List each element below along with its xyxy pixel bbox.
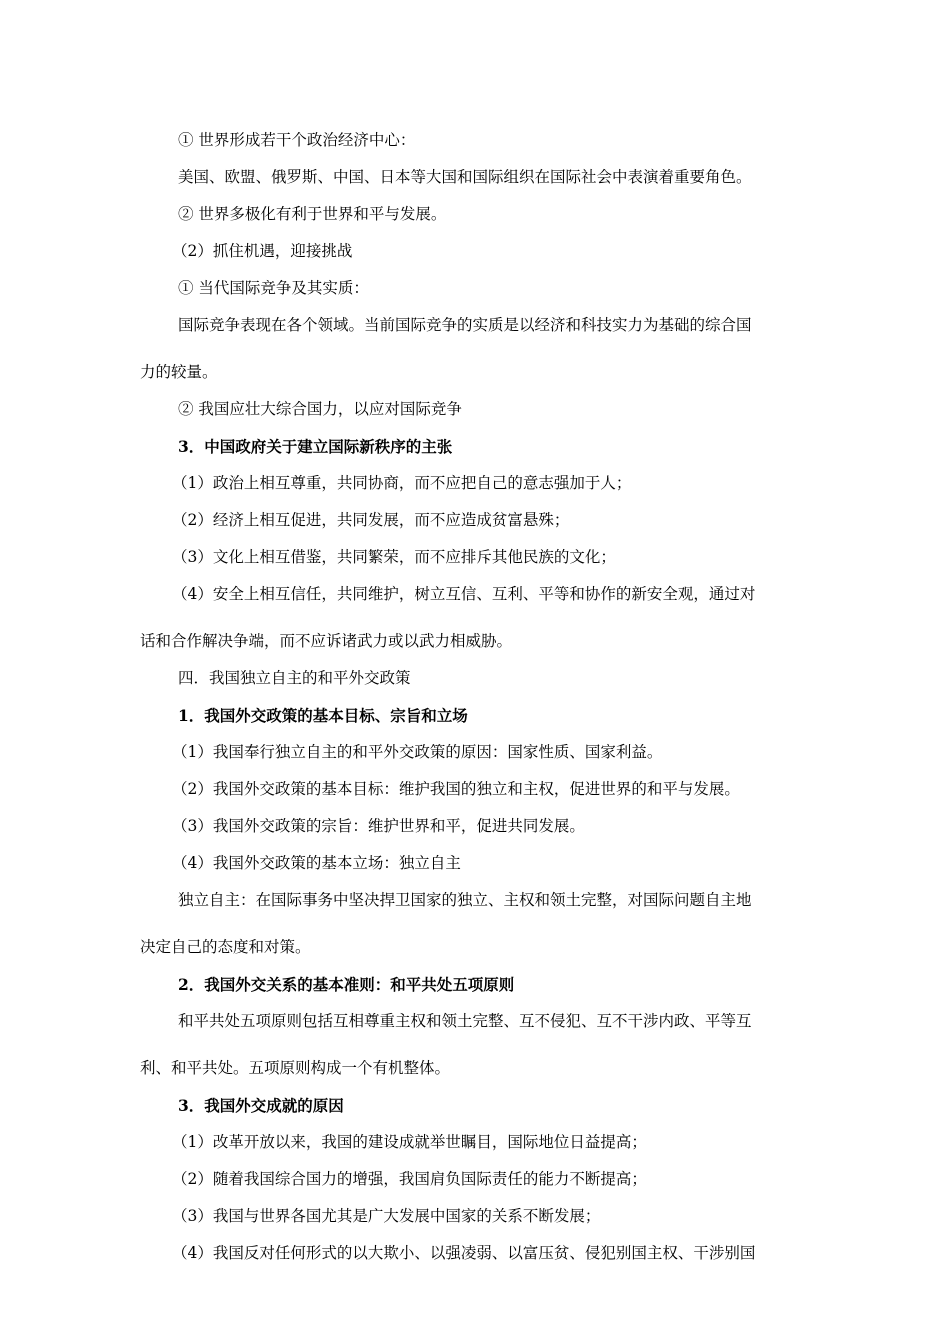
paragraph-line: 国际竞争表现在各个领域。当前国际竞争的实质是以经济和科技实力为基础的综合国 bbox=[178, 316, 752, 334]
paragraph-line: 和平共处五项原则包括互相尊重主权和领土完整、互不侵犯、互不干涉内政、平等互 bbox=[178, 1012, 752, 1030]
section-heading: 3．我国外交成就的原因 bbox=[178, 1096, 344, 1115]
subsection-heading: （2）抓住机遇，迎接挑战 bbox=[172, 242, 353, 260]
paragraph: 美国、欧盟、俄罗斯、中国、日本等大国和国际组织在国际社会中表演着重要角色。 bbox=[178, 168, 752, 186]
paragraph bbox=[140, 1003, 806, 1087]
list-item: （3）我国与世界各国尤其是广大发展中国家的关系不断发展； bbox=[172, 1207, 601, 1225]
list-item bbox=[140, 576, 806, 660]
list-item: （2）随着我国综合国力的增强，我国肩负国际责任的能力不断提高； bbox=[172, 1170, 647, 1188]
list-item: （3）我国外交政策的宗旨：维护世界和平，促进共同发展。 bbox=[172, 817, 585, 835]
paragraph-line: 独立自主：在国际事务中坚决捍卫国家的独立、主权和领土完整，对国际问题自主地 bbox=[178, 891, 752, 909]
paragraph: ① 当代国际竞争及其实质： bbox=[178, 279, 369, 297]
list-item: （1）我国奉行独立自主的和平外交政策的原因：国家性质、国家利益。 bbox=[172, 743, 663, 761]
list-item: （2）我国外交政策的基本目标：维护我国的独立和主权，促进世界的和平与发展。 bbox=[172, 780, 740, 798]
paragraph bbox=[140, 307, 806, 391]
section-heading: 3．中国政府关于建立国际新秩序的主张 bbox=[178, 437, 453, 456]
paragraph bbox=[140, 882, 806, 966]
paragraph-continuation: 力的较量。 bbox=[140, 363, 218, 381]
paragraph: ② 我国应壮大综合国力，以应对国际竞争 bbox=[178, 400, 462, 418]
paragraph: ① 世界形成若干个政治经济中心： bbox=[178, 131, 416, 149]
paragraph-continuation: 话和合作解决争端，而不应诉诸武力或以武力相威胁。 bbox=[140, 632, 513, 650]
paragraph: ② 世界多极化有利于世界和平与发展。 bbox=[178, 205, 447, 223]
section-heading: 2．我国外交关系的基本准则：和平共处五项原则 bbox=[178, 975, 515, 994]
list-item: （1）改革开放以来，我国的建设成就举世瞩目，国际地位日益提高； bbox=[172, 1133, 647, 1151]
list-item: （1）政治上相互尊重，共同协商，而不应把自己的意志强加于人； bbox=[172, 474, 632, 492]
paragraph-line: （4）安全上相互信任，共同维护，树立互信、互利、平等和协作的新安全观，通过对 bbox=[172, 585, 756, 603]
paragraph-continuation: 利、和平共处。五项原则构成一个有机整体。 bbox=[140, 1059, 451, 1077]
section-heading: 1．我国外交政策的基本目标、宗旨和立场 bbox=[178, 706, 468, 725]
paragraph-continuation: 决定自己的态度和对策。 bbox=[140, 938, 311, 956]
list-item: （4）我国外交政策的基本立场：独立自主 bbox=[172, 854, 461, 872]
list-item: （2）经济上相互促进，共同发展，而不应造成贫富悬殊； bbox=[172, 511, 570, 529]
list-item: （4）我国反对任何形式的以大欺小、以强凌弱、以富压贫、侵犯别国主权、干涉别国 bbox=[172, 1244, 756, 1262]
list-item: （3）文化上相互借鉴，共同繁荣，而不应排斥其他民族的文化； bbox=[172, 548, 616, 566]
chapter-heading: 四．我国独立自主的和平外交政策 bbox=[178, 669, 411, 687]
document-body bbox=[140, 122, 806, 1272]
